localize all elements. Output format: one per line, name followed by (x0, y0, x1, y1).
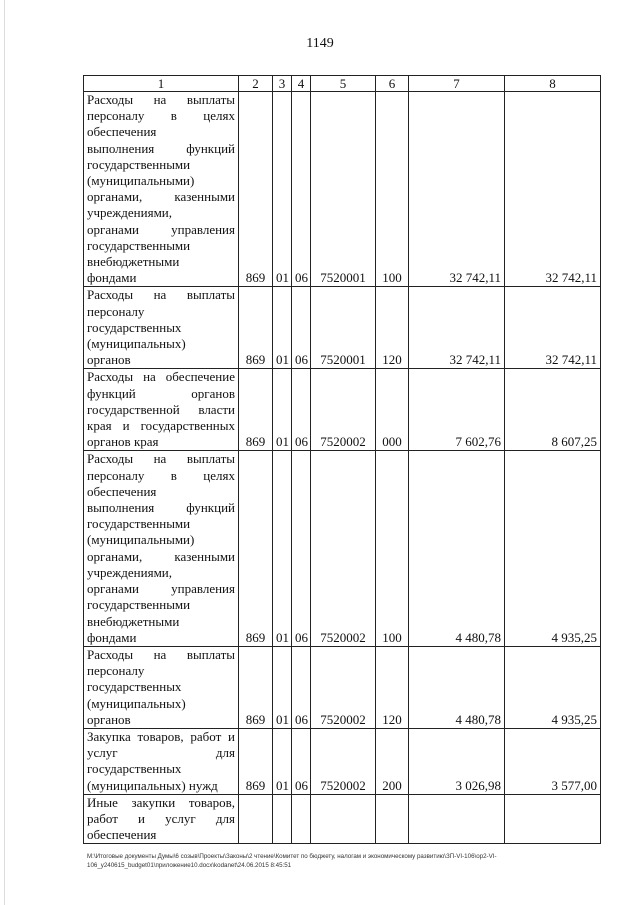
expense-type-cell (376, 794, 409, 844)
header-cell: 7 (409, 76, 505, 92)
table-row (84, 728, 601, 794)
scan-edge (4, 0, 5, 905)
item-name-line: услуг для (87, 745, 235, 761)
header-cell: 3 (273, 76, 292, 92)
target-item-cell: 7520002 (311, 369, 376, 451)
code-cell: 869 (239, 646, 273, 728)
footer-line: 106_у240615_budget01\приложение10.docx\kodanet\24.06.2015 8:45:51 (87, 862, 292, 869)
item-name-line: персоналу в целях (87, 108, 235, 124)
item-name-line: государственными (87, 237, 191, 253)
item-name-line: Расходы на обеспечение (87, 369, 235, 385)
subsection-cell: 06 (292, 451, 311, 646)
item-name-line: выполнения функций (87, 500, 235, 516)
code-cell (239, 794, 273, 844)
item-name-line: органами управления (87, 221, 235, 237)
subsection-cell: 06 (292, 287, 311, 369)
target-item-cell: 7520002 (311, 728, 376, 794)
table-row (84, 451, 601, 646)
item-name-cell (84, 451, 239, 646)
item-name-line: Расходы на выплаты (87, 92, 235, 107)
item-name-line: учреждениями, (87, 564, 173, 580)
item-name-line: функций органов (87, 385, 235, 401)
item-name-line: Расходы на выплаты (87, 451, 235, 467)
table-row (84, 92, 601, 287)
expense-type-cell: 100 (376, 92, 409, 287)
item-name-cell (84, 92, 239, 287)
item-name-line: персоналу в целях (87, 467, 235, 483)
item-name-line: персоналу (87, 303, 145, 319)
expense-type-cell: 120 (376, 646, 409, 728)
table-row (84, 287, 601, 369)
item-name-line: учреждениями, (87, 205, 173, 221)
amount-cell: 8 607,25 (505, 369, 601, 451)
item-name-cell (84, 794, 239, 844)
section-cell: 01 (273, 451, 292, 646)
amount-cell: 32 742,11 (409, 92, 505, 287)
item-name-cell (84, 728, 239, 794)
code-cell: 869 (239, 451, 273, 646)
item-name-line: обеспечения (87, 827, 157, 843)
subsection-cell: 06 (292, 92, 311, 287)
item-name-line: внебюджетными (87, 254, 180, 270)
item-name-line: обеспечения (87, 483, 157, 499)
table-row (84, 369, 601, 451)
item-name-line: работ и услуг для (87, 810, 235, 826)
item-name-line: государственных (87, 319, 182, 335)
code-cell: 869 (239, 287, 273, 369)
item-name-line: государственных (87, 761, 182, 777)
section-cell: 01 (273, 287, 292, 369)
budget-table (83, 75, 601, 844)
item-name-line: выполнения функций (87, 140, 235, 156)
header-cell: 8 (505, 76, 601, 92)
amount-cell: 32 742,11 (409, 287, 505, 369)
header-cell: 6 (376, 76, 409, 92)
amount-cell: 4 935,25 (505, 451, 601, 646)
item-name-line: органов (87, 352, 131, 368)
item-name-line: Иные закупки товаров, (87, 794, 235, 810)
item-name-cell (84, 369, 239, 451)
subsection-cell: 06 (292, 728, 311, 794)
amount-cell: 4 480,78 (409, 646, 505, 728)
target-item-cell: 7520001 (311, 287, 376, 369)
header-cell: 4 (292, 76, 311, 92)
section-cell: 01 (273, 369, 292, 451)
item-name-line: (муниципальными) (87, 173, 195, 189)
section-cell: 01 (273, 92, 292, 287)
section-cell: 01 (273, 728, 292, 794)
target-item-cell: 7520002 (311, 646, 376, 728)
expense-type-cell: 120 (376, 287, 409, 369)
amount-cell (409, 794, 505, 844)
table-row (84, 794, 601, 844)
header-cell: 5 (311, 76, 376, 92)
amount-cell: 32 742,11 (505, 92, 601, 287)
amount-cell: 3 026,98 (409, 728, 505, 794)
item-name-line: государственными (87, 516, 191, 532)
header-cell: 2 (239, 76, 273, 92)
amount-cell: 32 742,11 (505, 287, 601, 369)
item-name-line: края и государственных (87, 418, 235, 434)
expense-type-cell: 200 (376, 728, 409, 794)
file-path-footer (87, 852, 607, 870)
page-number: 1149 (306, 36, 334, 51)
item-name-line: фондами (87, 629, 137, 645)
footer-line: M:\Итоговые документы Думы\6 созыв\Проекты\Законы\2 чтение\Комитет по бюджету, налогам и экономическому развитию\ЗП-VI-106\ор2-VI- (87, 853, 497, 860)
item-name-cell (84, 646, 239, 728)
item-name-line: органами управления (87, 581, 235, 597)
item-name-line: органами, казенными (87, 189, 235, 205)
item-name-line: (муниципальными) (87, 532, 195, 548)
item-name-line: органов края (87, 434, 159, 450)
item-name-line: государственной власти (87, 401, 235, 417)
subsection-cell (292, 794, 311, 844)
amount-cell: 4 480,78 (409, 451, 505, 646)
item-name-line: фондами (87, 270, 137, 286)
item-name-line: Расходы на выплаты (87, 287, 235, 303)
item-name-cell (84, 287, 239, 369)
item-name-line: (муниципальных) (87, 695, 186, 711)
item-name-line: государственными (87, 597, 191, 613)
code-cell: 869 (239, 728, 273, 794)
item-name-line: (муниципальных) (87, 336, 186, 352)
target-item-cell: 7520002 (311, 451, 376, 646)
subsection-cell: 06 (292, 369, 311, 451)
subsection-cell: 06 (292, 646, 311, 728)
item-name-line: органами, казенными (87, 548, 235, 564)
item-name-line: Закупка товаров, работ и (87, 728, 235, 744)
expense-type-cell: 000 (376, 369, 409, 451)
section-cell: 01 (273, 646, 292, 728)
item-name-line: государственными (87, 156, 191, 172)
header-cell: 1 (84, 76, 239, 92)
amount-cell: 7 602,76 (409, 369, 505, 451)
item-name-line: органов (87, 711, 131, 727)
target-item-cell: 7520001 (311, 92, 376, 287)
item-name-line: персоналу (87, 663, 145, 679)
item-name-line: обеспечения (87, 124, 157, 140)
item-name-line: государственных (87, 679, 182, 695)
amount-cell: 3 577,00 (505, 728, 601, 794)
item-name-line: внебюджетными (87, 613, 180, 629)
table-header-row (84, 76, 601, 92)
amount-cell (505, 794, 601, 844)
target-item-cell (311, 794, 376, 844)
item-name-line: (муниципальных) нужд (87, 777, 218, 793)
section-cell (273, 794, 292, 844)
expense-type-cell: 100 (376, 451, 409, 646)
code-cell: 869 (239, 369, 273, 451)
code-cell: 869 (239, 92, 273, 287)
table-row (84, 646, 601, 728)
amount-cell: 4 935,25 (505, 646, 601, 728)
item-name-line: Расходы на выплаты (87, 646, 235, 662)
